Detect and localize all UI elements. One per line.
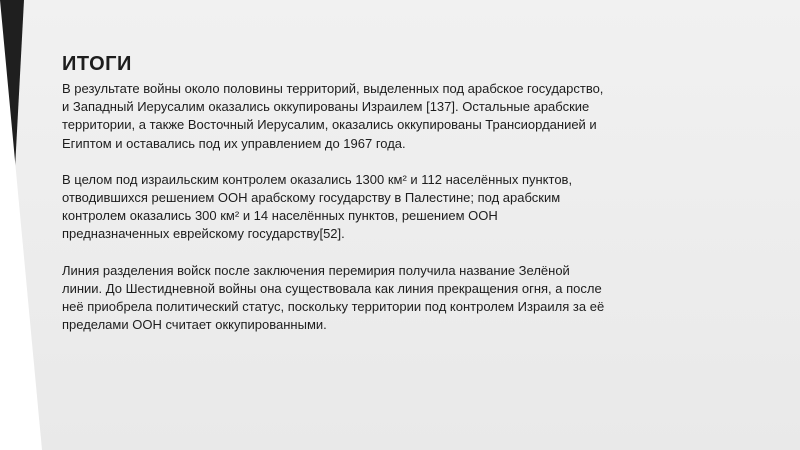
decorative-white-stripe [0,0,42,450]
slide-content [62,52,607,334]
paragraph-spacer [62,244,607,262]
paragraph-results: В результате войны около половины территорий, выделенных под арабское государство, и Западный Иерусалим оказались оккупированы Израилем [137]. Остальные арабские территории, а также Восточный Иерусалим, оказались оккупированы Трансиорданией и Египтом и оставались под их управлением до 1967 года. [62,81,604,151]
paragraph-spacer [62,153,607,171]
paragraph-green-line: Линия разделения войск после заключения перемирия получила название Зелёной линии. До Шестидневной войны она существовала как линия прекращения огня, а после неё приобрела политический статус, поскольку территории под контролем Израиля за её пределами ООН считает оккупированными. [62,262,605,333]
paragraph-control: В целом под израильским контролем оказались 1300 км² и 112 населённых пунктов, отводившихся решением ООН арабскому государству в Палестине; под арабским контролем оказались 300 км² и 14 населённых пунктов, решением ООН предназначенных еврейскому государству[52]. [62,171,573,242]
slide-title: ИТОГИ [62,53,132,75]
